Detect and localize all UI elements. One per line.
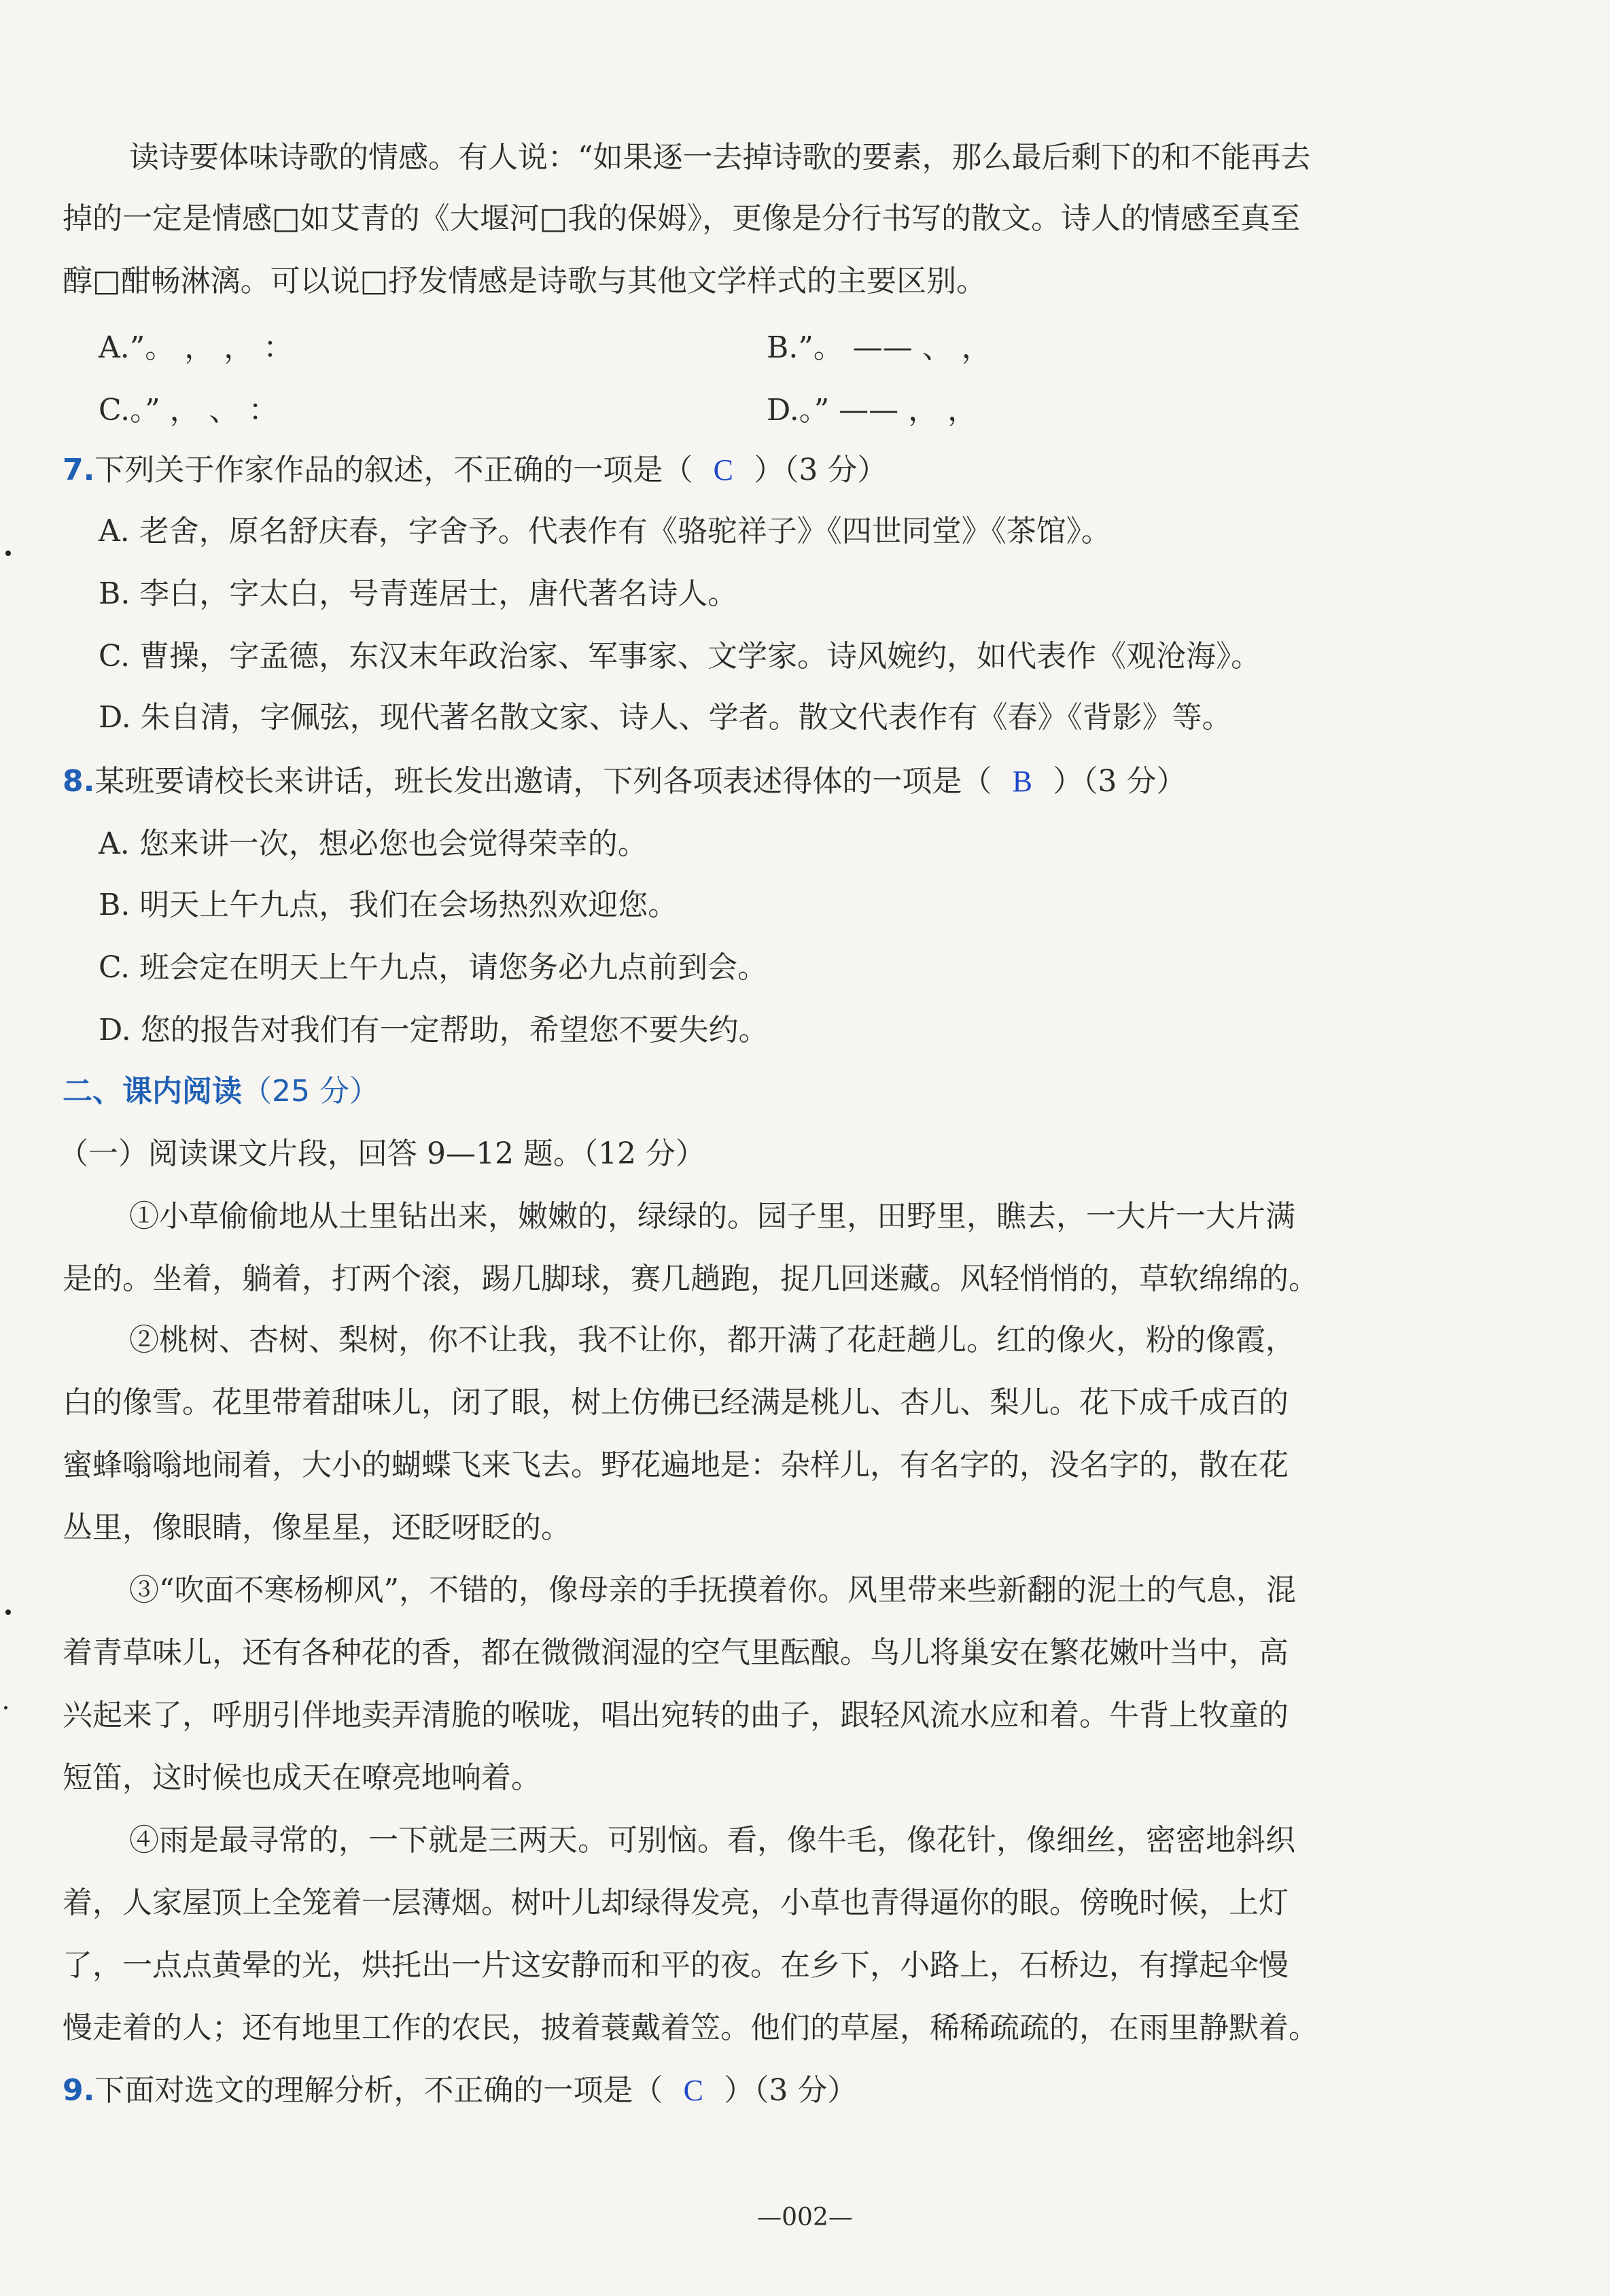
q8-option-c: C. 班会定在明天上午九点，请您务必九点前到会。 xyxy=(99,950,768,985)
q9-score: ）（3 分） xyxy=(724,2073,858,2108)
section-2-heading xyxy=(63,1071,379,1112)
section-2-title: 二、课内阅读 xyxy=(63,1074,242,1109)
passage-p2-line-4: 丛里，像眼睛，像星星，还眨呀眨的。 xyxy=(63,1510,571,1545)
passage-p4-line-3: 了，一点点黄晕的光，烘托出一片这安静而和平的夜。在乡下，小路上，石桥边，有撑起伞慢 xyxy=(63,1948,1289,1983)
passage-p1-line-1: ①小草偷偷地从土里钻出来，嫩嫩的，绿绿的。园子里，田野里，瞧去，一大片一大片满 xyxy=(129,1199,1295,1234)
q8-stem xyxy=(63,761,1186,802)
passage-p2-line-1: ②桃树、杏树、梨树，你不让我，我不让你，都开满了花赶趟儿。红的像火，粉的像霞， xyxy=(129,1323,1295,1357)
page-number: —002— xyxy=(757,2204,853,2231)
q9-number: 9. xyxy=(63,2073,95,2108)
q7-option-c: C. 曹操，字孟德，东汉末年政治家、军事家、文学家。诗风婉约，如代表作《观沧海》。 xyxy=(99,639,1261,674)
q8-score: ）（3 分） xyxy=(1053,764,1187,799)
passage-p3-line-2: 着青草味儿，还有各种花的香，都在微微润湿的空气里酝酿。鸟儿将巢安在繁花嫩叶当中，高 xyxy=(63,1635,1289,1670)
q7-text: 下列关于作家作品的叙述，不正确的一项是（ xyxy=(94,453,693,487)
section-2-subheading: （一）阅读课文片段，回答 9—12 题。（12 分） xyxy=(58,1136,705,1171)
passage-p3-line-4: 短笛，这时候也成天在嘹亮地响着。 xyxy=(63,1760,541,1795)
q6-option-a: A.”。 ， ， ： xyxy=(99,330,294,365)
q8-option-a: A. 您来讲一次，想必您也会觉得荣幸的。 xyxy=(99,827,648,861)
passage-p2-line-3: 蜜蜂嗡嗡地闹着，大小的蝴蝶飞来飞去。野花遍地是：杂样儿，有名字的，没名字的，散在花 xyxy=(63,1448,1289,1482)
q7-score: ）（3 分） xyxy=(754,453,888,487)
q8-number: 8. xyxy=(63,764,95,799)
passage-p4-line-4: 慢走着的人；还有地里工作的农民，披着蓑戴着笠。他们的草屋，稀稀疏疏的，在雨里静默着。 xyxy=(63,2011,1318,2045)
intro-line-2: 掉的一定是情感□如艾青的《大堰河□我的保姆》，更像是分行书写的散文。诗人的情感至真至 xyxy=(63,201,1301,236)
q8-answer: B xyxy=(1012,765,1033,798)
passage-p1-line-2: 是的。坐着，躺着，打两个滚，踢几脚球，赛几趟跑，捉几回迷藏。风轻悄悄的，草软绵绵的。 xyxy=(63,1262,1318,1296)
intro-line-3: 醇□酣畅淋漓。可以说□抒发情感是诗歌与其他文学样式的主要区别。 xyxy=(63,264,987,298)
q7-option-d: D. 朱自清，字佩弦，现代著名散文家、诗人、学者。散文代表作有《春》《背影》等。 xyxy=(99,700,1232,735)
q9-stem xyxy=(63,2070,857,2111)
q6-option-b: B.”。 —— 、 ， xyxy=(767,330,992,365)
q8-text: 某班要请校长来讲话，班长发出邀请，下列各项表述得体的一项是（ xyxy=(94,764,992,799)
q9-text: 下面对选文的理解分析，不正确的一项是（ xyxy=(94,2073,663,2108)
q8-option-b: B. 明天上午九点，我们在会场热烈欢迎您。 xyxy=(99,888,678,922)
q7-stem xyxy=(63,450,887,491)
q7-number: 7. xyxy=(63,453,95,487)
q7-option-b: B. 李白，字太白，号青莲居士，唐代著名诗人。 xyxy=(99,576,738,611)
q9-answer: C xyxy=(683,2074,704,2107)
scan-mark xyxy=(5,551,11,556)
intro-line-1: 读诗要体味诗歌的情感。有人说：“如果逐一去掉诗歌的要素，那么最后剩下的和不能再去 xyxy=(129,140,1311,175)
q6-option-d: D.。” —— ， ， xyxy=(767,393,978,428)
section-2-score: （25 分） xyxy=(242,1074,379,1109)
q6-option-c: C.。” ， 、 ： xyxy=(99,393,279,428)
passage-p4-line-1: ④雨是最寻常的，一下就是三两天。可别恼。看，像牛毛，像花针，像细丝，密密地斜织 xyxy=(129,1823,1295,1858)
passage-p3-line-1: ③“吹面不寒杨柳风”，不错的，像母亲的手抚摸着你。风里带来些新翻的泥土的气息，混 xyxy=(129,1573,1296,1607)
q7-answer: C xyxy=(713,453,734,487)
passage-p3-line-3: 兴起来了，呼朋引伴地卖弄清脆的喉咙，唱出宛转的曲子，跟轻风流水应和着。牛背上牧童的 xyxy=(63,1698,1289,1733)
scan-mark xyxy=(4,1706,7,1709)
passage-p2-line-2: 白的像雪。花里带着甜味儿，闭了眼，树上仿佛已经满是桃儿、杏儿、梨儿。花下成千成百的 xyxy=(63,1385,1289,1420)
passage-p4-line-2: 着，人家屋顶上全笼着一层薄烟。树叶儿却绿得发亮，小草也青得逼你的眼。傍晚时候，上灯 xyxy=(63,1885,1289,1920)
q7-option-a: A. 老舍，原名舒庆春，字舍予。代表作有《骆驼祥子》《四世同堂》《茶馆》。 xyxy=(99,514,1111,549)
q8-option-d: D. 您的报告对我们有一定帮助，希望您不要失约。 xyxy=(99,1013,769,1047)
scan-mark xyxy=(5,1610,11,1615)
